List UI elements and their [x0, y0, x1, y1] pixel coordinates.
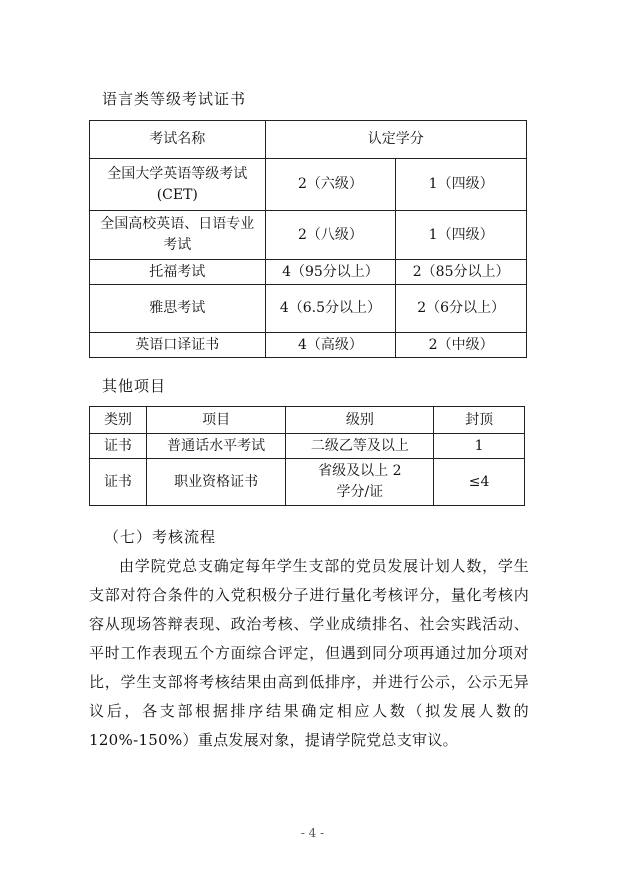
exam-name-cell: 全国大学英语等级考试(CET): [90, 159, 266, 211]
process-body-text: 由学院党总支确定每年学生支部的党员发展计划人数，学生支部对符合条件的入党积极分子进行量化考核评分，量化考核内容从现场答辩表现、政治考核、学业成绩排名、社会实践活动、平时工作表现五个方面综合评定，但遇到同分项再通过加分项对比，学生支部将考核结果由高到低排序，并进行公示，公示无异议后，各支部根据排序结果确定相应人数（拟发展人数的120%-150%）重点发展对象，提请学院党总支审议。: [89, 557, 529, 749]
credit-cell: 2（中级）: [396, 333, 527, 358]
process-section-title: （七）考核流程: [104, 528, 217, 546]
table-row: [90, 285, 527, 333]
header-cap: 封顶: [434, 407, 525, 434]
table-header-row: [90, 121, 527, 159]
cap-cell: 1: [434, 434, 525, 459]
header-item: 项目: [146, 407, 286, 434]
header-credit: 认定学分: [265, 121, 526, 159]
header-category: 类别: [90, 407, 147, 434]
table-row: [90, 211, 527, 260]
exam-name-cell: 托福考试: [90, 260, 266, 285]
level-cell: 省级及以上 2学分/证: [286, 459, 434, 506]
table-row: [90, 434, 525, 459]
page-number: - 4 -: [300, 826, 325, 840]
table-row: [90, 159, 527, 211]
language-certificate-table: [89, 120, 527, 358]
exam-name-cell: 雅思考试: [90, 285, 266, 333]
process-paragraph: [89, 552, 529, 755]
item-cell: 职业资格证书: [146, 459, 286, 506]
category-cell: 证书: [90, 459, 147, 506]
credit-cell: 2（六级）: [265, 159, 396, 211]
table-header-row: [90, 407, 525, 434]
credit-cell: 2（85分以上）: [396, 260, 527, 285]
table-row: [90, 333, 527, 358]
other-section-title: 其他项目: [102, 377, 167, 395]
header-exam-name: 考试名称: [90, 121, 266, 159]
credit-cell: 4（6.5分以上）: [265, 285, 396, 333]
exam-name-cell: 英语口译证书: [90, 333, 266, 358]
language-section-title: 语言类等级考试证书: [102, 90, 247, 108]
credit-cell: 4（高级）: [265, 333, 396, 358]
level-cell: 二级乙等及以上: [286, 434, 434, 459]
cap-cell: ≤4: [434, 459, 525, 506]
credit-cell: 4（95分以上）: [265, 260, 396, 285]
credit-cell: 1（四级）: [396, 211, 527, 260]
item-cell: 普通话水平考试: [146, 434, 286, 459]
credit-cell: 2（八级）: [265, 211, 396, 260]
header-level: 级别: [286, 407, 434, 434]
credit-cell: 1（四级）: [396, 159, 527, 211]
credit-cell: 2（6分以上）: [396, 285, 527, 333]
table-row: [90, 459, 525, 506]
other-items-table: [89, 406, 525, 506]
table-row: [90, 260, 527, 285]
category-cell: 证书: [90, 434, 147, 459]
exam-name-cell: 全国高校英语、日语专业考试: [90, 211, 266, 260]
